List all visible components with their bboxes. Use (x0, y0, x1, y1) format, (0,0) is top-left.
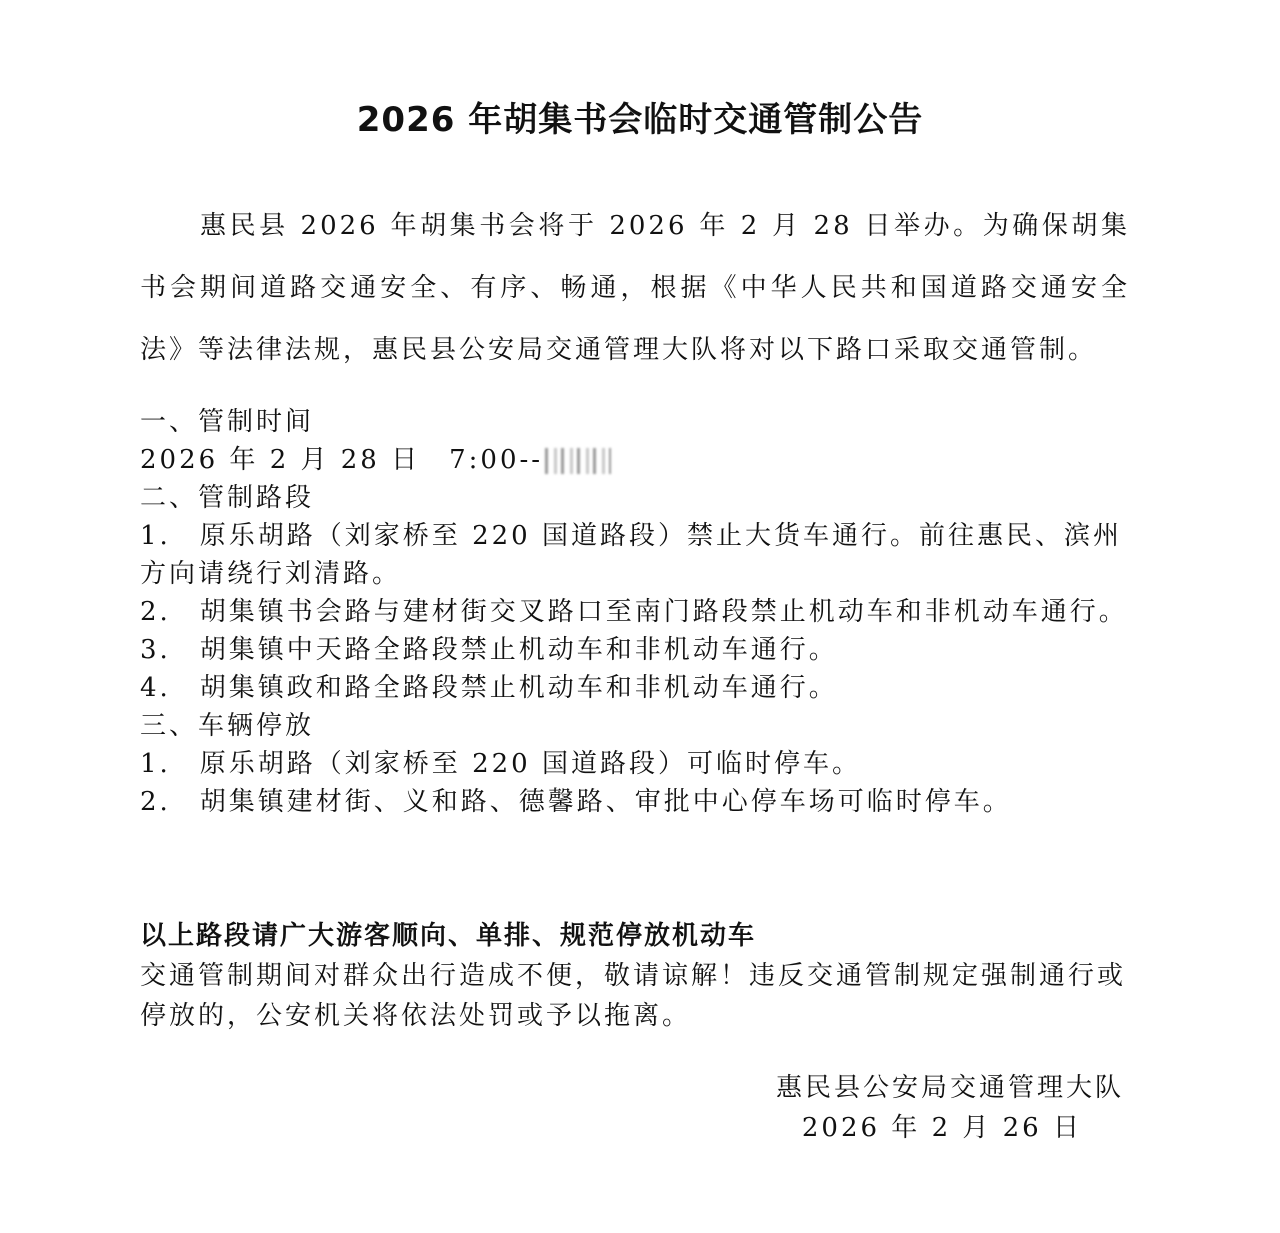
time-line (140, 441, 1130, 479)
parking-item-1: 1. 原乐胡路（刘家桥至 220 国道路段）可临时停车。 (140, 749, 861, 779)
road-item-3: 3. 胡集镇中天路全路段禁止机动车和非机动车通行。 (140, 635, 838, 665)
redacted-end-time (545, 448, 611, 474)
signature-block (776, 1068, 1124, 1148)
parking-item-2: 2. 胡集镇建材街、义和路、德馨路、审批中心停车场可临时停车。 (140, 787, 1012, 817)
time-heading: 一、管制时间 (140, 407, 315, 437)
road-item-2: 2. 胡集镇书会路与建材街交叉路口至南门路段禁止机动车和非机动车通行。 (140, 597, 1128, 627)
notice-title: 2026 年胡集书会临时交通管制公告 (356, 100, 924, 140)
closing-bold-line: 以上路段请广大游客顺向、单排、规范停放机动车 (140, 921, 757, 951)
notice-sections (140, 403, 1130, 821)
road-item-4: 4. 胡集镇政和路全路段禁止机动车和非机动车通行。 (140, 673, 838, 703)
closing-notice: 交通管制期间对群众出行造成不便，敬请谅解！违反交通管制规定强制通行或停放的，公安机关将依法处罚或予以拖离。 (140, 961, 1127, 1031)
intro-paragraph: 惠民县 2026 年胡集书会将于 2026 年 2 月 28 日举办。为确保胡集书会期间道路交通安全、有序、畅通，根据《中华人民共和国道路交通安全法》等法律法规，惠民县公安局交通管理大队将对以下路口采取交通管制。 (140, 211, 1130, 365)
time-value: 2026 年 2 月 28 日 7:00-- (140, 445, 544, 475)
road-item-1: 1. 原乐胡路（刘家桥至 220 国道路段）禁止大货车通行。前往惠民、滨州方向请绕行刘清路。 (140, 521, 1122, 589)
closing-block (140, 916, 1130, 1036)
issuer-name: 惠民县公安局交通管理大队 (775, 1073, 1124, 1103)
parking-heading: 三、车辆停放 (140, 711, 315, 741)
roads-heading: 二、管制路段 (140, 483, 315, 513)
issue-date: 2026 年 2 月 26 日 (801, 1113, 1082, 1143)
